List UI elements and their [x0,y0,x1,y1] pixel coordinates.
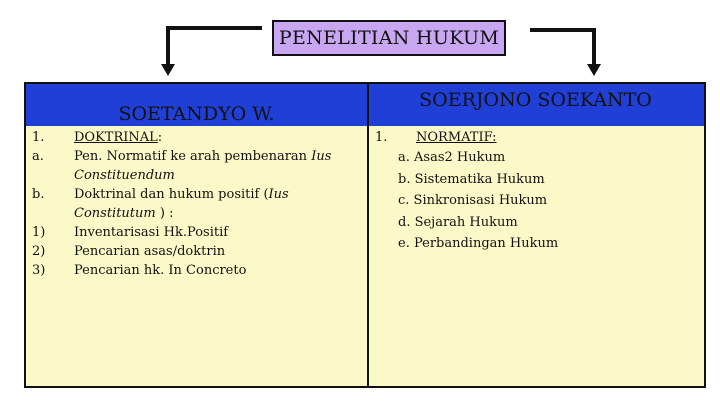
right-num-1: 1. [375,130,388,145]
right-list [396,147,696,255]
doktrinal-label: DOKTRINAL [74,130,158,145]
left-heading: DOKTRINAL: [74,130,163,145]
right-header-label: SOERJONO SOEKANTO [419,89,652,111]
sub-item-3: Pencarian hk. In Concreto [74,263,247,278]
left-numbering [32,128,72,280]
num-3-item: 3) [32,263,46,278]
right-item-a: a. Asas2 Hukum [398,150,506,165]
right-content [396,128,696,255]
comparison-table [24,82,706,388]
right-item-b: b. Sistematika Hukum [398,171,545,187]
column-divider [367,84,369,386]
item-b: Doktrinal dan hukum positif (Ius Constitutum ) : [74,187,289,221]
num-spacer [32,204,72,223]
left-connector [168,28,262,66]
right-header [367,84,704,126]
num-1-item: 1) [32,225,46,240]
right-item-c: c. Sinkronisasi Hukum [398,193,548,208]
right-connector [530,30,594,66]
num-1: 1. [32,130,45,145]
page-title: PENELITIAN HUKUM [278,27,500,49]
num-b: b. [32,187,45,202]
left-header [26,84,367,126]
right-item-e: e. Perbandingan Hukum [398,236,559,251]
left-header-label: SOETANDYO W. [118,103,275,125]
right-arrowhead [587,64,601,76]
sub-item-2: Pencarian asas/doktrin [74,244,226,259]
num-a: a. [32,149,44,164]
num-2-item: 2) [32,244,46,259]
sub-item-1: Inventarisasi Hk.Positif [74,225,229,240]
left-arrowhead [161,64,175,76]
left-content [74,128,354,280]
num-spacer [32,166,72,185]
normatif-heading: NORMATIF: [416,130,497,145]
right-item-d: d. Sejarah Hukum [398,214,518,230]
item-a: Pen. Normatif ke arah pembenaran Ius Constituendum [74,149,332,183]
